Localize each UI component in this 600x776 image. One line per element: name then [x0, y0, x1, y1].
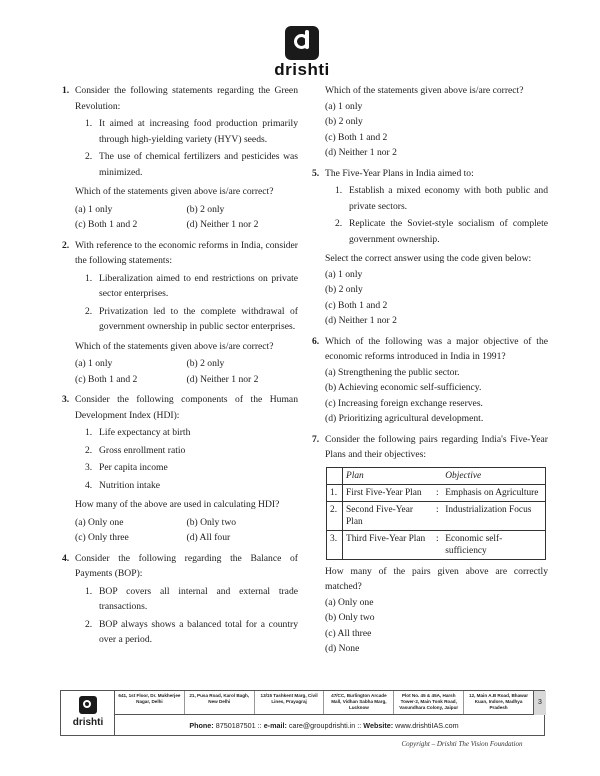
website-link[interactable]: www.drishtiIAS.com	[395, 721, 459, 730]
statement: 4. Nutrition intake	[85, 479, 161, 491]
option: (d) None	[325, 643, 360, 654]
question-text: Consider the following components of the Human Development Index (HDI):	[75, 394, 298, 421]
email-label: e-mail:	[263, 721, 287, 730]
option: (c) Both 1 and 2	[325, 131, 388, 143]
statement: 1. BOP covers all internal and external trade transactions.	[85, 585, 298, 612]
page-header	[0, 0, 600, 78]
statement: 2. BOP always shows a balanced total for a country over a period.	[85, 618, 298, 645]
question-number: 6.	[312, 335, 320, 347]
question-ask: Which of the statements given above is/are correct?	[75, 340, 274, 352]
question-number: 4.	[62, 552, 70, 564]
page-footer	[60, 690, 545, 736]
option: (b) 2 only	[186, 358, 225, 369]
question-text: Consider the following statements regarding the Green Revolution:	[75, 85, 298, 112]
statement: 2. Replicate the Soviet-style socialism of complete government ownership.	[335, 218, 548, 245]
option: (d) All four	[186, 532, 231, 543]
statement: 2. Gross enrollment ratio	[85, 444, 186, 456]
phone-number: 8750187501	[215, 721, 256, 730]
question-text: The Five-Year Plans in India aimed to:	[325, 167, 474, 179]
option: (a) Strengthening the public sector.	[325, 366, 460, 378]
question-5	[312, 166, 548, 182]
question-ask: Select the correct answer using the code given below:	[325, 253, 532, 264]
option: (b) Only two	[186, 516, 237, 528]
option: (a) 1 only	[325, 268, 363, 280]
option: (d) Prioritizing agricultural development.	[325, 413, 484, 424]
option: (d) Neither 1 nor 2	[186, 219, 259, 230]
question-number: 5.	[312, 167, 320, 179]
question-text: Consider the following pairs regarding India's Five-Year Plans and their objectives:	[325, 433, 548, 460]
option: (a) Only one	[325, 596, 374, 608]
table-row: 3. Third Five-Year Plan : Economic self-sufficiency	[327, 530, 546, 559]
contact-row: Phone: 8750187501 :: e-mail: care@groupdrishti.in :: Website: www.drishtiIAS.com	[189, 721, 459, 730]
drishti-logo-icon	[79, 696, 97, 714]
option: (b) Achieving economic self-sufficiency.	[325, 382, 482, 393]
question-ask: How many of the above are used in calculating HDI?	[75, 499, 280, 510]
table-header-row	[327, 467, 546, 484]
option: (b) 2 only	[325, 284, 363, 295]
statement: 1. It aimed at increasing food production primarily through high-yielding variety (HYV) seeds.	[85, 118, 298, 145]
statement: 2. The use of chemical fertilizers and pesticides was minimized.	[85, 151, 298, 178]
option: (c) Only three	[75, 532, 129, 543]
header-plan: Plan	[343, 467, 433, 484]
option-grid	[62, 515, 298, 546]
email-link[interactable]: care@groupdrishti.in	[288, 721, 356, 730]
address: Plot No. 45 & 45A, Harsh Tower-2, Main Tonk Road, Vasundhara Colony, Jaipur	[394, 691, 464, 714]
question-3	[62, 392, 298, 423]
brand-name: drishti	[274, 60, 330, 79]
option: (b) 2 only	[325, 116, 363, 127]
phone-label: Phone:	[189, 721, 214, 730]
option: (a) 1 only	[75, 358, 113, 369]
question-number: 1.	[62, 85, 70, 96]
address: 47/CC, Burlington Arcade Mall, Vidhan Sabha Marg, Lucknow	[324, 691, 394, 714]
option-grid	[62, 356, 298, 387]
footer-brand-name: drishti	[72, 717, 104, 728]
option: (b) 2 only	[186, 203, 225, 215]
address: 21, Pusa Road, Karol Bagh, New Delhi	[185, 691, 255, 714]
option: (a) 1 only	[325, 100, 363, 112]
question-1	[62, 83, 298, 114]
question-number: 7.	[312, 433, 320, 445]
address: 12, Main A.B Road, Bhawar Kuan, Indore, Madhya Pradesh	[469, 693, 529, 710]
statement: 1. Establish a mixed economy with both public and private sectors.	[335, 185, 548, 212]
statement: 1. Life expectancy at birth	[85, 427, 191, 438]
question-2	[62, 238, 298, 269]
option: (d) Neither 1 nor 2	[186, 373, 259, 385]
option: (c) Increasing foreign exchange reserves.	[325, 397, 483, 409]
question-text: With reference to the economic reforms in India, consider the following statements:	[75, 239, 298, 266]
option-grid	[62, 202, 298, 233]
question-number: 2.	[62, 239, 70, 251]
question-text: Which of the following was a major objective of the economic reforms introduced in India in 1991?	[325, 335, 548, 362]
option: (d) Neither 1 nor 2	[325, 147, 397, 158]
option: (d) Neither 1 nor 2	[325, 315, 397, 326]
question-ask: Which of the statements given above is/are correct?	[325, 85, 524, 96]
address: 13/15 Tashkent Marg, Civil Lines, Prayagraj	[255, 691, 325, 714]
plan-objective-table	[326, 467, 546, 560]
question-ask: How many of the pairs given above are correctly matched?	[325, 565, 548, 592]
left-column	[62, 83, 298, 648]
question-7	[312, 432, 548, 463]
statement: 3. Per capita income	[85, 462, 168, 473]
option: (c) Both 1 and 2	[325, 299, 388, 311]
address-row	[115, 691, 533, 715]
footer-logo	[61, 691, 115, 735]
option: (c) Both 1 and 2	[75, 373, 138, 385]
question-ask: Which of the statements given above is/are correct?	[75, 186, 274, 197]
website-label: Website:	[363, 721, 394, 730]
drishti-logo-icon	[285, 26, 319, 60]
copyright-notice: Copyright – Drishti The Vision Foundation	[401, 740, 523, 748]
statement: 2. Privatization led to the complete withdrawal of government ownership in public sector enterprises.	[85, 305, 298, 332]
right-column	[312, 83, 548, 657]
question-text: Consider the following regarding the Balance of Payments (BOP):	[75, 552, 298, 579]
option: (b) Only two	[325, 612, 375, 623]
question-number: 3.	[62, 394, 70, 405]
table-row: 1. First Five-Year Plan : Emphasis on Agriculture	[327, 484, 546, 501]
statement: 1. Liberalization aimed to end restrictions on private sector enterprises.	[85, 272, 298, 299]
address: 641, 1st Floor, Dr. Mukherjee Nagar, Delhi	[115, 691, 185, 714]
option: (a) 1 only	[75, 203, 113, 215]
question-6	[312, 334, 548, 365]
option: (c) Both 1 and 2	[75, 219, 138, 230]
page-number: 3	[533, 691, 546, 715]
question-4	[62, 551, 298, 582]
option: (a) Only one	[75, 516, 124, 528]
table-row: 2. Second Five-Year Plan : Industrialization Focus	[327, 501, 546, 530]
option: (c) All three	[325, 627, 372, 639]
header-objective: Objective	[442, 467, 545, 484]
